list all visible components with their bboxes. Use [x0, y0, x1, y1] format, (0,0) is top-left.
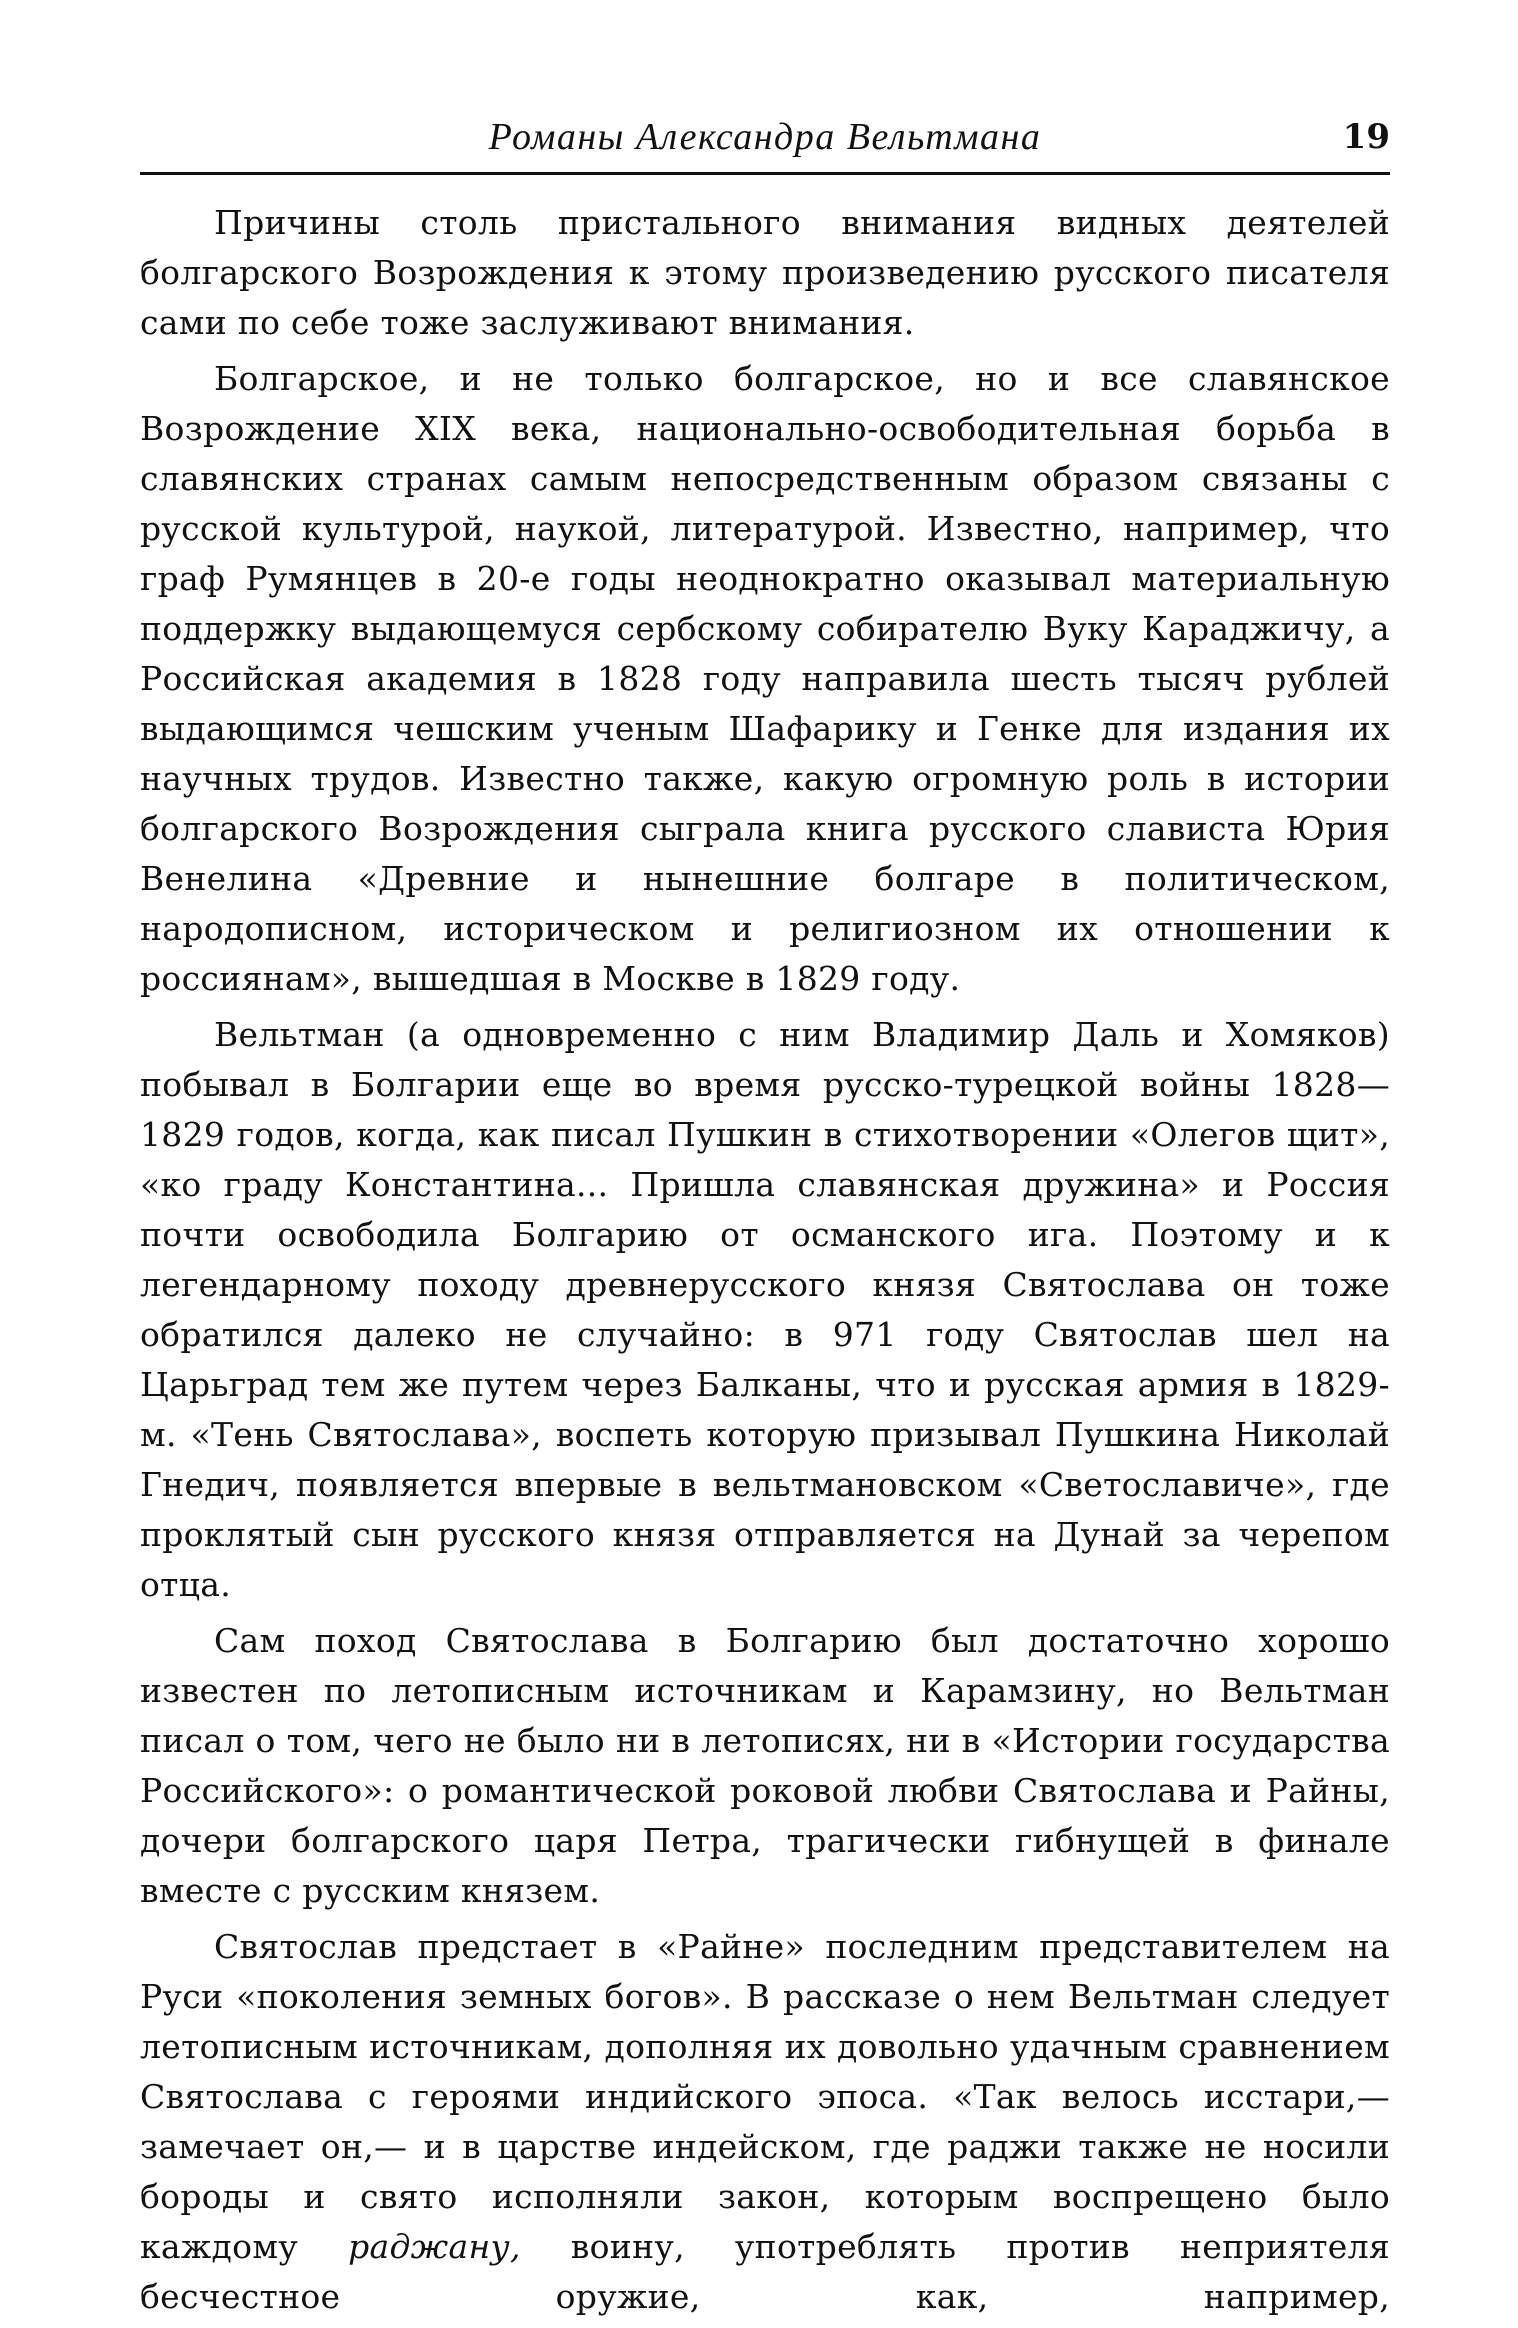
header-rule — [140, 172, 1390, 175]
paragraph-1: Причины столь пристального внимания видных деятелей болгарского Возрождения к этому произведению русского писателя сами по себе тоже заслуживают внимания. — [140, 203, 1390, 342]
italic-term-radzhanu: раджану, — [348, 2227, 521, 2266]
paragraph-2: Болгарское, и не только болгарское, но и все славянское Возрождение XIX века, национально-освободительная борьба в славянских странах самым непосредственным образом связаны с русской культурой, наукой, литературой. Известно, например, что граф Румянцев в 20-е годы неоднократно оказывал материальную поддержку выдающемуся сербскому собирателю Вуку Караджичу, а Российская академия в 1828 году направила шесть тысяч рублей выдающимся чешским ученым Шафарику и Генке для издания их научных трудов. Известно также, какую огромную роль в истории болгарского Возрождения сыграла книга русского слависта Юрия Венелина «Древние и нынешние болгаре в политическом, народописном, историческом и религиозном их отношении к россиянам», вышедшая в Москве в 1829 году. — [140, 359, 1390, 998]
page-number: 19 — [1342, 117, 1390, 157]
running-title: Романы Александра Вельтмана — [488, 116, 1042, 158]
paragraph-4: Сам поход Святослава в Болгарию был достаточно хорошо известен по летописным источникам и Карамзину, но Вельтман писал о том, чего не было ни в летописях, ни в «Истории государства Российского»: о романтической роковой любви Святослава и Райны, дочери болгарского царя Петра, трагически гибнущей в финале вместе с русским князем. — [140, 1621, 1390, 1910]
paragraph-5-text-start: Святослав предстает в «Райне» последним представителем на Руси «поколения земных богов». В рассказе о нем Вельтман следует летописным источникам, дополняя их довольно удачным сравнением Святослава с героями индийского эпоса. «Так велось исстари,— замечает он,— и в царстве индейском, где раджи также не носили бороды и свято исполняли закон, которым воспрещено было каждому — [140, 1927, 1390, 2266]
body-text — [140, 198, 1390, 2328]
running-head — [140, 112, 1390, 168]
paragraph-5-text-end: воину, употреблять против неприятеля бесчестное оружие, как, например, — [140, 2227, 1390, 2316]
paragraph-5 — [140, 1922, 1390, 2322]
paragraph-3: Вельтман (а одновременно с ним Владимир Даль и Хомяков) побывал в Болгарии еще во время русско-турецкой войны 1828—1829 годов, когда, как писал Пушкин в стихотворении «Олегов щит», «ко граду Константина... Пришла славянская дружина» и Россия почти освободила Болгарию от османского ига. Поэтому и к легендарному походу древнерусского князя Святослава он тоже обратился далеко не случайно: в 971 году Святослав шел на Царьград тем же путем через Балканы, что и русская армия в 1829-м. «Тень Святослава», воспеть которую призывал Пушкина Николай Гнедич, появляется впервые в вельтмановском «Светославиче», где проклятый сын русского князя отправляется на Дунай за черепом отца. — [140, 1015, 1390, 1604]
